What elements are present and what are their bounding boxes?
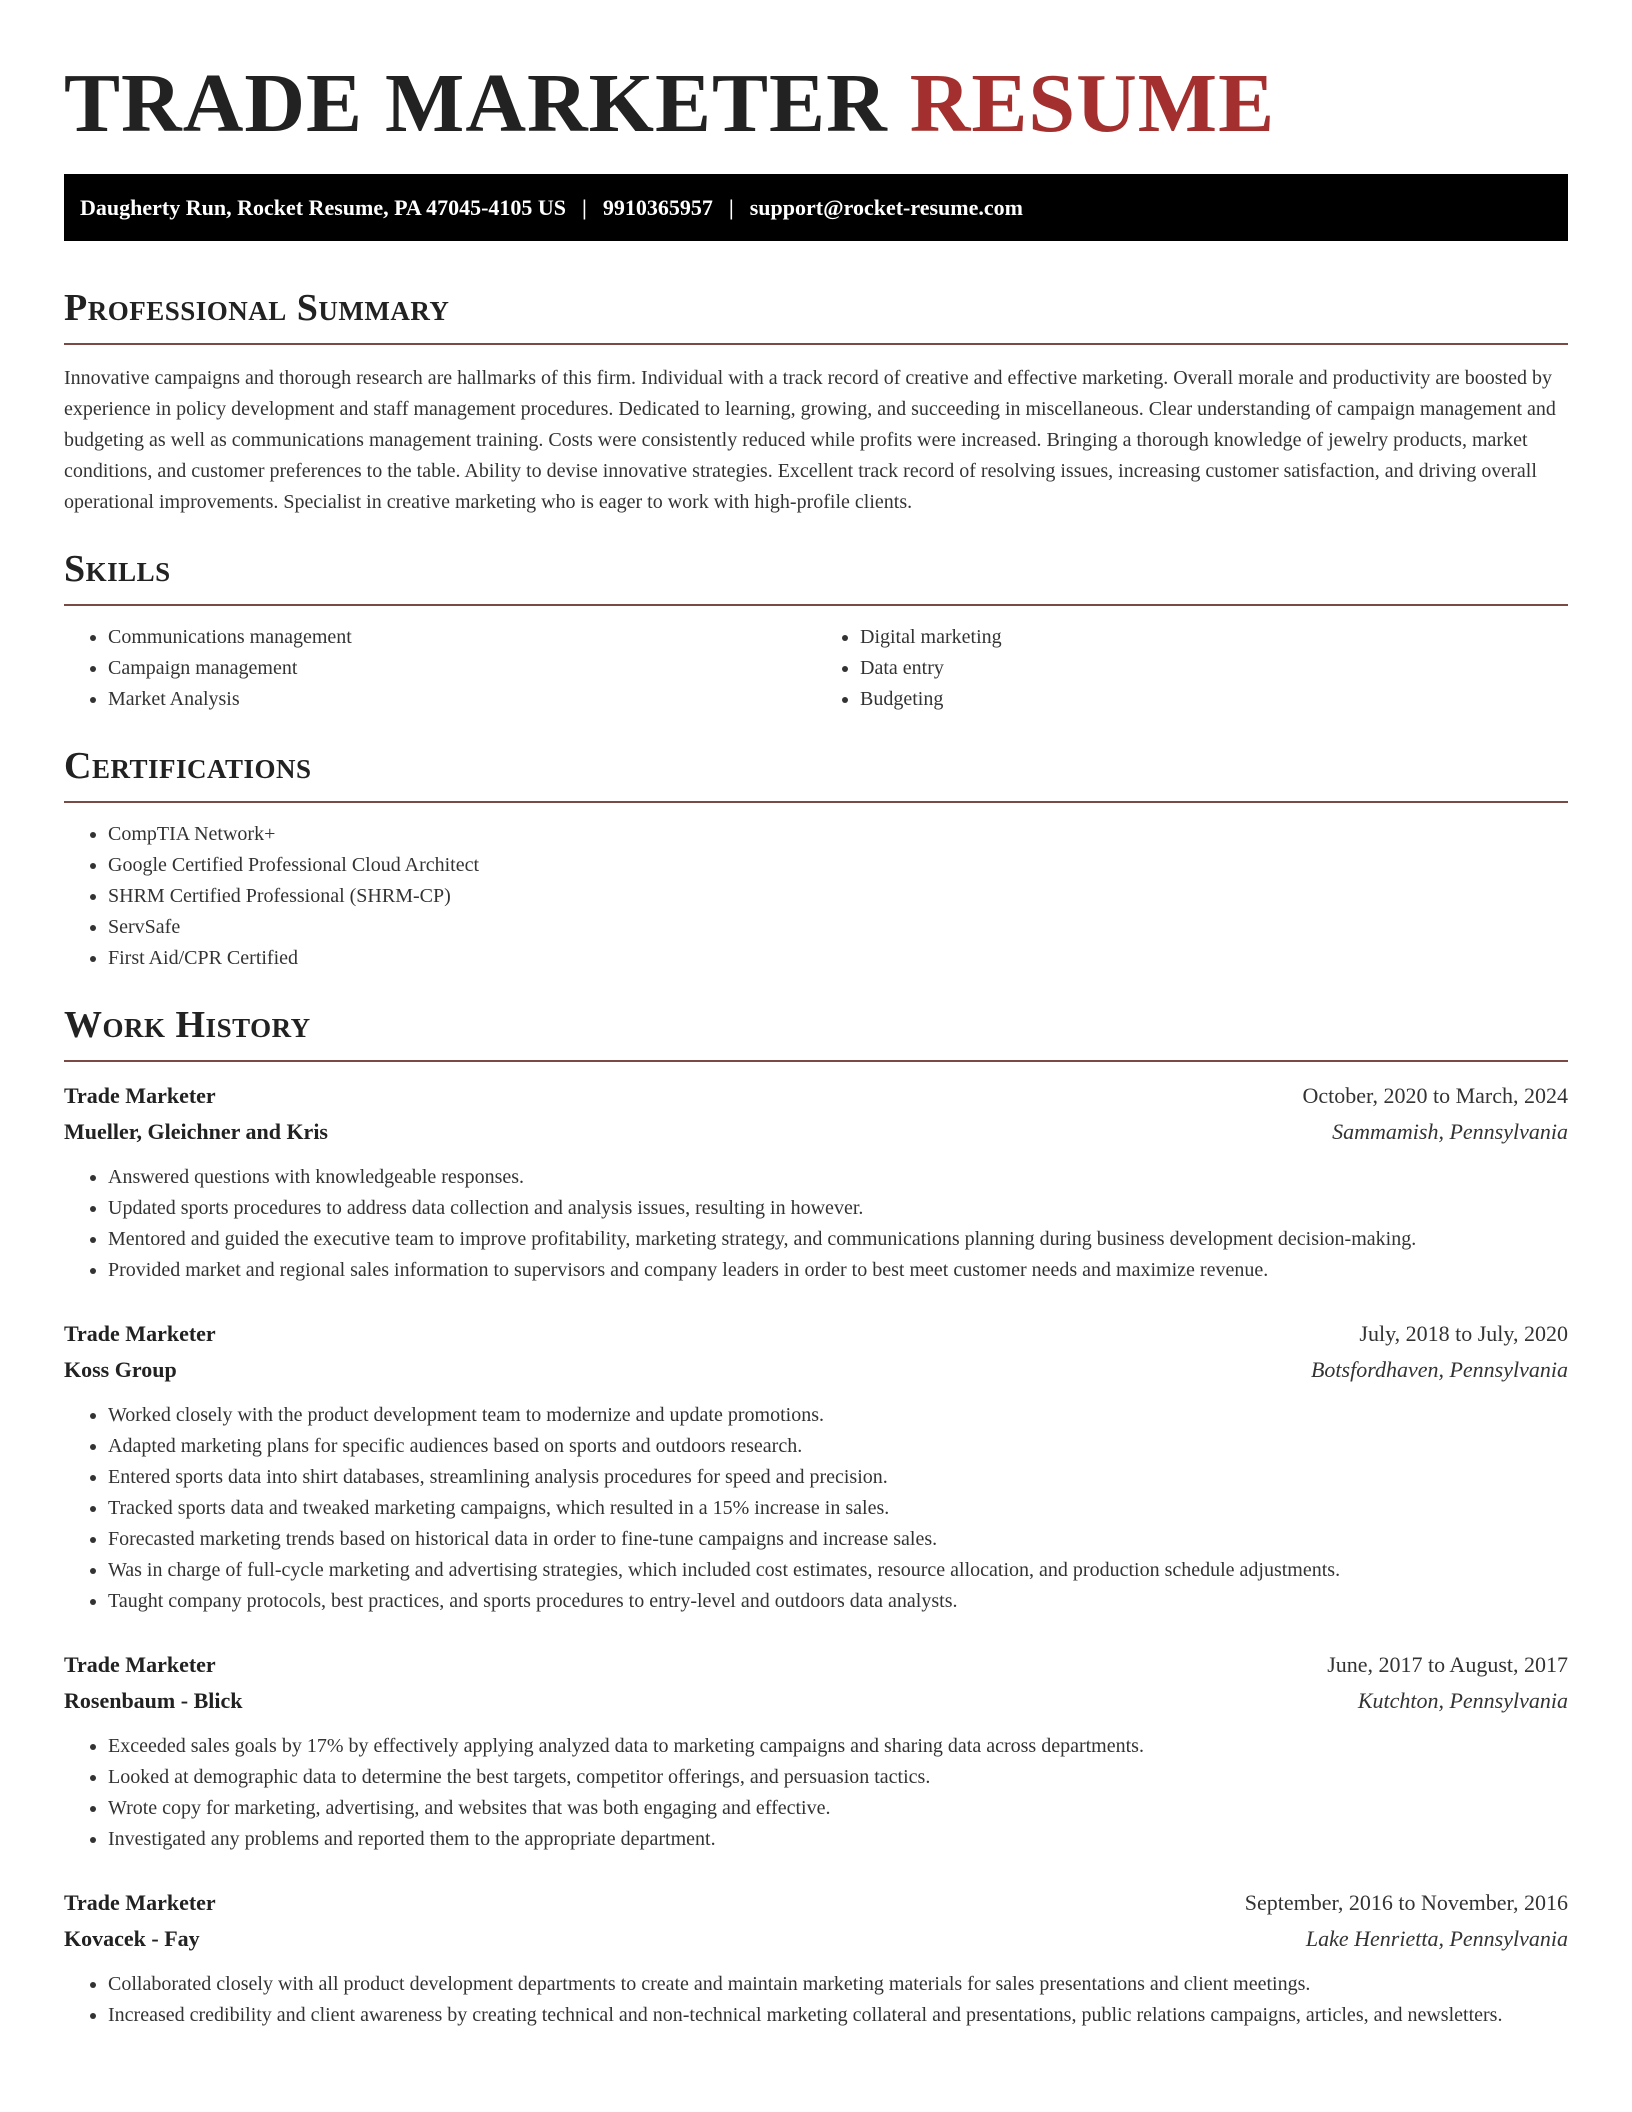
- job-bullet: • Adapted marketing plans for specific audiences based on sports and outdoors research.: [108, 1431, 1568, 1462]
- job-company: Kovacek - Fay: [64, 1926, 200, 1951]
- job-bullet: • Investigated any problems and reported them to the appropriate department.: [108, 1824, 1568, 1855]
- title-main: TRADE MARKETER: [64, 57, 888, 150]
- job-bullet: • Updated sports procedures to address data collection and analysis issues, resulting in however.: [108, 1193, 1568, 1224]
- job-location: Botsfordhaven, Pennsylvania: [1310, 1357, 1568, 1382]
- contact-separator: |: [582, 194, 587, 220]
- certification-item: • First Aid/CPR Certified: [108, 943, 1568, 974]
- certifications-section: [64, 743, 1568, 974]
- job-company-row: [64, 1683, 1568, 1719]
- skill-item: • Data entry: [860, 653, 1568, 684]
- job-company-row: [64, 1921, 1568, 1957]
- job-entry: [64, 1078, 1568, 1286]
- job-entry: [64, 1885, 1568, 2031]
- job-bullet: • Worked closely with the product development team to modernize and update promotions.: [108, 1400, 1568, 1431]
- certification-item: • ServSafe: [108, 912, 1568, 943]
- job-entry: [64, 1647, 1568, 1855]
- job-bullet: • Was in charge of full-cycle marketing and advertising strategies, which included cost estimates, resource allocation, and production schedule adjustments.: [108, 1555, 1568, 1586]
- section-title-certifications: Certifications: [64, 745, 312, 787]
- contact-phone: 9910365957: [602, 194, 713, 220]
- job-dates: July, 2018 to July, 2020: [1359, 1321, 1568, 1346]
- section-divider: [64, 1060, 1568, 1062]
- skill-item: • Campaign management: [108, 653, 816, 684]
- job-bullet: • Tracked sports data and tweaked marketing campaigns, which resulted in a 15% increase in sales.: [108, 1493, 1568, 1524]
- job-header-row: [64, 1885, 1568, 1921]
- job-bullets: [64, 1731, 1568, 1855]
- job-bullet: • Collaborated closely with all product development departments to create and maintain marketing materials for sales presentations and client meetings.: [108, 1969, 1568, 2000]
- skill-item: • Communications management: [108, 622, 816, 653]
- section-divider: [64, 604, 1568, 606]
- job-bullet: • Looked at demographic data to determine the best targets, competitor offerings, and persuasion tactics.: [108, 1762, 1568, 1793]
- contact-address: Daugherty Run, Rocket Resume, PA 47045-4105 US: [80, 194, 567, 220]
- job-location: Kutchton, Pennsylvania: [1357, 1688, 1568, 1713]
- job-bullet: • Increased credibility and client awareness by creating technical and non-technical marketing collateral and presentations, public relations campaigns, articles, and newsletters.: [108, 2000, 1568, 2031]
- section-title-skills: Skills: [64, 548, 171, 590]
- certification-item: • CompTIA Network+: [108, 819, 1568, 850]
- job-bullet: • Taught company protocols, best practices, and sports procedures to entry-level and outdoors data analysts.: [108, 1586, 1568, 1617]
- summary-text: Innovative campaigns and thorough research are hallmarks of this firm. Individual with a track record of creative and effective marketing. Overall morale and productivity are boosted by experience in policy development and staff management procedures. Dedicated to learning, growing, and succeeding in miscellaneous. Clear understanding of campaign management and budgeting as well as communications management training. Costs were consistently reduced while profits were increased. Bringing a thorough knowledge of jewelry products, market conditions, and customer preferences to the table. Ability to devise innovative strategies. Excellent track record of resolving issues, increasing customer satisfaction, and driving overall operational improvements. Specialist in creative marketing who is eager to work with high-profile clients.: [64, 367, 1556, 513]
- job-title: Trade Marketer: [64, 1083, 216, 1108]
- job-dates: October, 2020 to March, 2024: [1302, 1083, 1568, 1108]
- section-title-work-history: Work History: [64, 1004, 311, 1046]
- contact-email[interactable]: support@rocket-resume.com: [749, 194, 1023, 220]
- resume-title: [64, 0, 1568, 150]
- skills-list-right: [816, 622, 1568, 715]
- job-bullet: • Provided market and regional sales information to supervisors and company leaders in order to best meet customer needs and maximize revenue.: [108, 1255, 1568, 1286]
- section-title-summary: Professional Summary: [64, 287, 450, 329]
- job-bullet: • Answered questions with knowledgeable responses.: [108, 1162, 1568, 1193]
- job-company-row: [64, 1114, 1568, 1150]
- title-accent: RESUME: [909, 57, 1276, 150]
- job-bullets: [64, 1400, 1568, 1617]
- certifications-list: [64, 819, 1568, 974]
- skill-item: • Digital marketing: [860, 622, 1568, 653]
- contact-separator: |: [728, 194, 734, 220]
- job-dates: June, 2017 to August, 2017: [1327, 1652, 1568, 1677]
- job-bullet: • Exceeded sales goals by 17% by effectively applying analyzed data to marketing campaigns and sharing data across departments.: [108, 1731, 1568, 1762]
- job-location: Sammamish, Pennsylvania: [1332, 1119, 1568, 1144]
- job-company: Mueller, Gleichner and Kris: [64, 1119, 328, 1144]
- job-header-row: [64, 1078, 1568, 1114]
- job-header-row: [64, 1647, 1568, 1683]
- job-bullets: [64, 1969, 1568, 2031]
- work-history-section: [64, 1002, 1568, 2031]
- certification-item: • Google Certified Professional Cloud Architect: [108, 850, 1568, 881]
- section-divider: [64, 343, 1568, 345]
- summary-section: [64, 285, 1568, 518]
- job-bullets: [64, 1162, 1568, 1286]
- job-header-row: [64, 1316, 1568, 1352]
- job-company: Rosenbaum - Blick: [64, 1688, 243, 1713]
- job-bullet: • Wrote copy for marketing, advertising, and websites that was both engaging and effective.: [108, 1793, 1568, 1824]
- job-title: Trade Marketer: [64, 1321, 216, 1346]
- job-dates: September, 2016 to November, 2016: [1244, 1890, 1568, 1915]
- job-bullet: • Forecasted marketing trends based on historical data in order to fine-tune campaigns and increase sales.: [108, 1524, 1568, 1555]
- section-divider: [64, 801, 1568, 803]
- job-title: Trade Marketer: [64, 1890, 216, 1915]
- job-location: Lake Henrietta, Pennsylvania: [1305, 1926, 1568, 1951]
- job-bullet: • Mentored and guided the executive team to improve profitability, marketing strategy, and communications planning during business development decision-making.: [108, 1224, 1568, 1255]
- job-title: Trade Marketer: [64, 1652, 216, 1677]
- certification-item: • SHRM Certified Professional (SHRM-CP): [108, 881, 1568, 912]
- skills-list-left: [64, 622, 816, 715]
- contact-bar: [64, 174, 1568, 241]
- skills-section: [64, 546, 1568, 715]
- job-entry: [64, 1316, 1568, 1617]
- skill-item: • Budgeting: [860, 684, 1568, 715]
- job-company-row: [64, 1352, 1568, 1388]
- skill-item: • Market Analysis: [108, 684, 816, 715]
- skills-grid: [64, 622, 1568, 715]
- job-bullet: • Entered sports data into shirt databases, streamlining analysis procedures for speed and precision.: [108, 1462, 1568, 1493]
- job-company: Koss Group: [64, 1357, 177, 1382]
